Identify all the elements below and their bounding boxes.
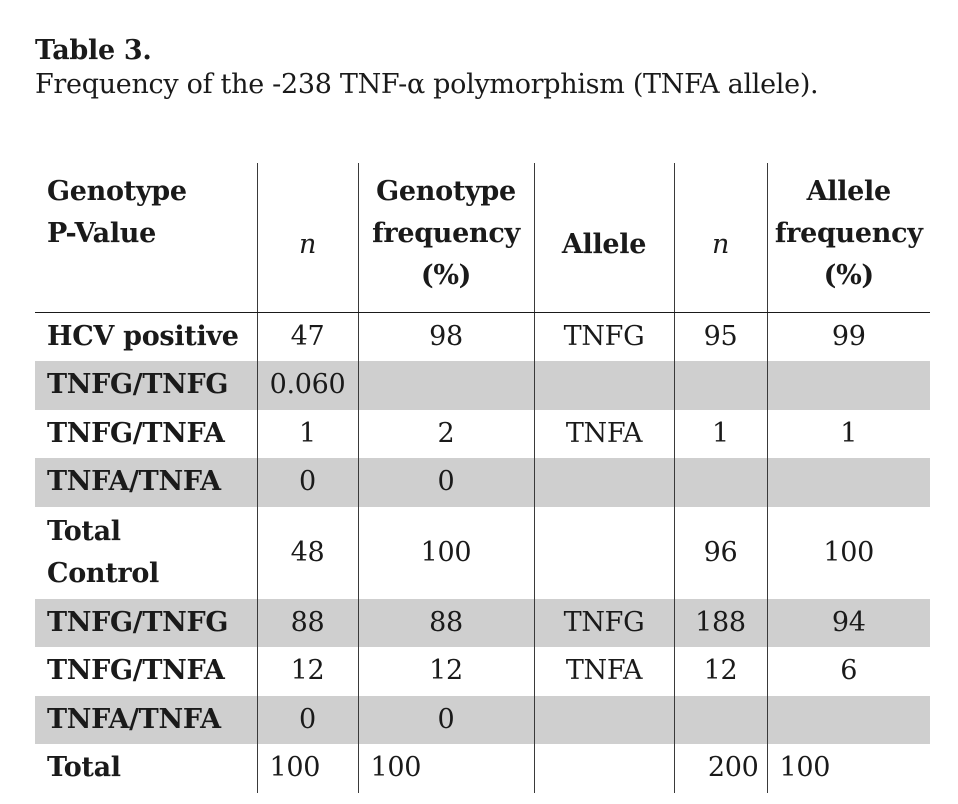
cell-n: 0: [257, 458, 358, 507]
row-label: TNFA/TNFA: [35, 458, 257, 507]
header-allele-n: n: [674, 163, 767, 313]
cell-genotype-frequency: 0: [358, 696, 534, 745]
row-label: HCV positive: [47, 321, 239, 352]
table-title: Table 3.: [35, 35, 152, 66]
cell-allele-frequency: [767, 696, 930, 745]
cell-allele: TNFA: [534, 647, 674, 696]
row-label: Total Control: [47, 515, 159, 589]
header-allele: Allele: [534, 163, 674, 313]
cell-allele: TNFA: [534, 410, 674, 459]
cell-n: 12: [257, 647, 358, 696]
table-row: [35, 313, 930, 362]
cell-n: 0.060: [257, 361, 358, 410]
cell-allele: [534, 744, 674, 793]
cell-genotype-frequency: [358, 361, 534, 410]
cell-allele-n: [674, 361, 767, 410]
row-label: TNFG/TNFA: [47, 655, 225, 687]
row-label: Total: [47, 752, 121, 784]
cell-allele-frequency: 94: [767, 599, 930, 648]
row-label: TNFG/TNFG: [35, 361, 257, 410]
cell-allele-n: 1: [674, 410, 767, 459]
cell-allele-frequency: 1: [767, 410, 930, 459]
cell-genotype-frequency: 2: [358, 410, 534, 459]
table-row: [35, 744, 930, 793]
header-genotype-frequency: Genotype frequency (%): [358, 163, 534, 313]
cell-n: 1: [257, 410, 358, 459]
cell-genotype-frequency: 12: [358, 647, 534, 696]
cell-allele-n: 188: [674, 599, 767, 648]
cell-allele-frequency: [767, 458, 930, 507]
row-label: TNFG/TNFG: [35, 599, 257, 648]
cell-genotype-frequency: 98: [358, 313, 534, 362]
header-genotype-pvalue: Genotype P-Value: [35, 163, 257, 313]
cell-allele: TNFG: [534, 313, 674, 362]
header-allele-frequency: Allele frequency (%): [767, 163, 930, 313]
cell-n: 47: [257, 313, 358, 362]
cell-n: 0: [257, 696, 358, 745]
cell-allele: [534, 696, 674, 745]
header-n: n: [257, 163, 358, 313]
cell-allele-n: [674, 696, 767, 745]
cell-allele: [534, 361, 674, 410]
header-row: [35, 163, 930, 313]
cell-allele-frequency: 99: [767, 313, 930, 362]
cell-allele-n: 96: [674, 507, 767, 599]
cell-allele-frequency: 100: [767, 744, 930, 793]
table-row: [35, 647, 930, 696]
cell-allele-n: 12: [674, 647, 767, 696]
cell-allele-frequency: 100: [767, 507, 930, 599]
cell-allele-frequency: [767, 361, 930, 410]
cell-genotype-frequency: 88: [358, 599, 534, 648]
cell-n: 48: [257, 507, 358, 599]
cell-allele-n: 200: [674, 744, 767, 793]
cell-n: 100: [257, 744, 358, 793]
table-row: [35, 410, 930, 459]
cell-genotype-frequency: 100: [358, 744, 534, 793]
cell-allele: TNFG: [534, 599, 674, 648]
cell-genotype-frequency: 100: [358, 507, 534, 599]
row-label: TNFA/TNFA: [35, 696, 257, 745]
cell-allele-n: 95: [674, 313, 767, 362]
cell-n: 88: [257, 599, 358, 648]
cell-allele: [534, 458, 674, 507]
table-description: Frequency of the -238 TNF-α polymorphism (TNFA allele).: [35, 69, 819, 100]
cell-allele-frequency: 6: [767, 647, 930, 696]
row-label: TNFG/TNFA: [47, 417, 225, 449]
table-row: [35, 507, 930, 599]
table-caption: [35, 34, 935, 102]
table-row: [35, 696, 930, 745]
cell-genotype-frequency: 0: [358, 458, 534, 507]
frequency-table: [35, 163, 930, 793]
table-row: [35, 458, 930, 507]
cell-allele-n: [674, 458, 767, 507]
table-row: [35, 361, 930, 410]
cell-allele: [534, 507, 674, 599]
table-row: [35, 599, 930, 648]
